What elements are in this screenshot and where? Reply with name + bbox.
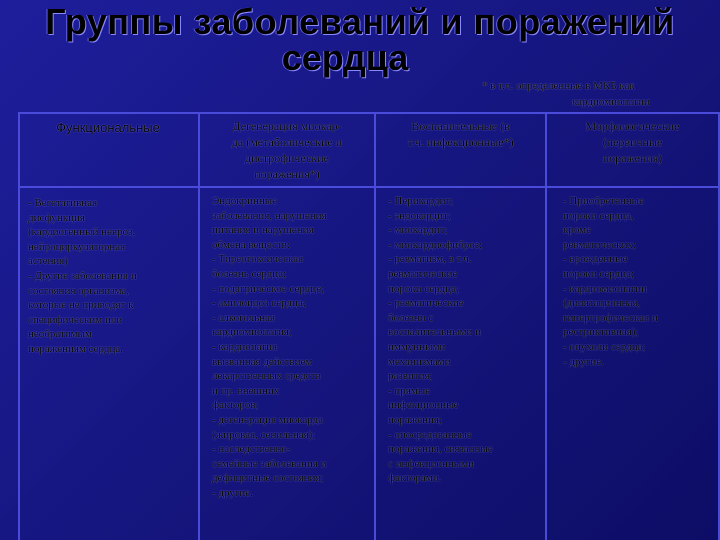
column-divider-3	[545, 112, 547, 540]
header-degeneration: Дегенерация миокар- да (метаболические и дистрофические поражения*)	[231, 119, 343, 181]
footnote	[482, 78, 692, 110]
table-top-border	[18, 112, 720, 114]
slide-title-line1: Группы заболеваний и поражений	[45, 1, 675, 42]
cell-degeneration: Эндокринные заболевания, нарушения питания и нарушения обмена веществ: - Тиреотоксическая болезнь сердца; - подагрическое сердце; - амилоидоз сердца; - алкогольная кардиомиопатия; - кардиопатия вызванная действием лекарственных средств и пр. внешних факторов; - дегенерация миокарда (жировая, сенильная); - наследственно- семейные заболевания и дефицитные состояния; - другие.	[212, 195, 327, 499]
column-divider-1	[198, 112, 200, 540]
column-divider-2	[374, 112, 376, 540]
header-functional: Функциональные	[56, 120, 160, 135]
table-left-border	[18, 112, 20, 540]
table-header-divider	[18, 186, 720, 188]
header-morphological: Морфологические (первичные поражения)	[585, 119, 680, 165]
footnote-line2: кардиомиопатии	[572, 96, 650, 108]
footnote-line1: * в т.ч. определенные в МКБ как	[482, 80, 635, 92]
header-inflammatory: Воспалительные (в т.ч. инфекционные*)	[407, 119, 514, 149]
cell-functional: - Вегетативная дисфункция (кардиогенный невроз, нейроциркуляторная астения) - Другие заболевания и состояния организма, которые не приводят к специфическим или необратимым поражениям сердца.	[28, 197, 137, 355]
slide-title	[0, 1, 720, 78]
cell-morphological: - Приобретенные пороки сердца, кроме ревматических; - врожденные пороки сердца; - кардиомиопатии (дилятационная, гипертрофическая и рестриктивная); - опухоли сердца; - другие.	[563, 195, 658, 368]
cell-inflammatory: - Перикардит; - эндокардит; - миокардит; - миокардиофиброз; - ревматизм, в т.ч. ревматические пороки сердца; - ревматические болезни с воспалительными и иммунными механизмами развития; - прямые инфекционные поражения; - опосредованные поражения, связанные с инфекционными факторами.	[388, 195, 493, 485]
slide-title-line2: сердца	[281, 37, 409, 78]
